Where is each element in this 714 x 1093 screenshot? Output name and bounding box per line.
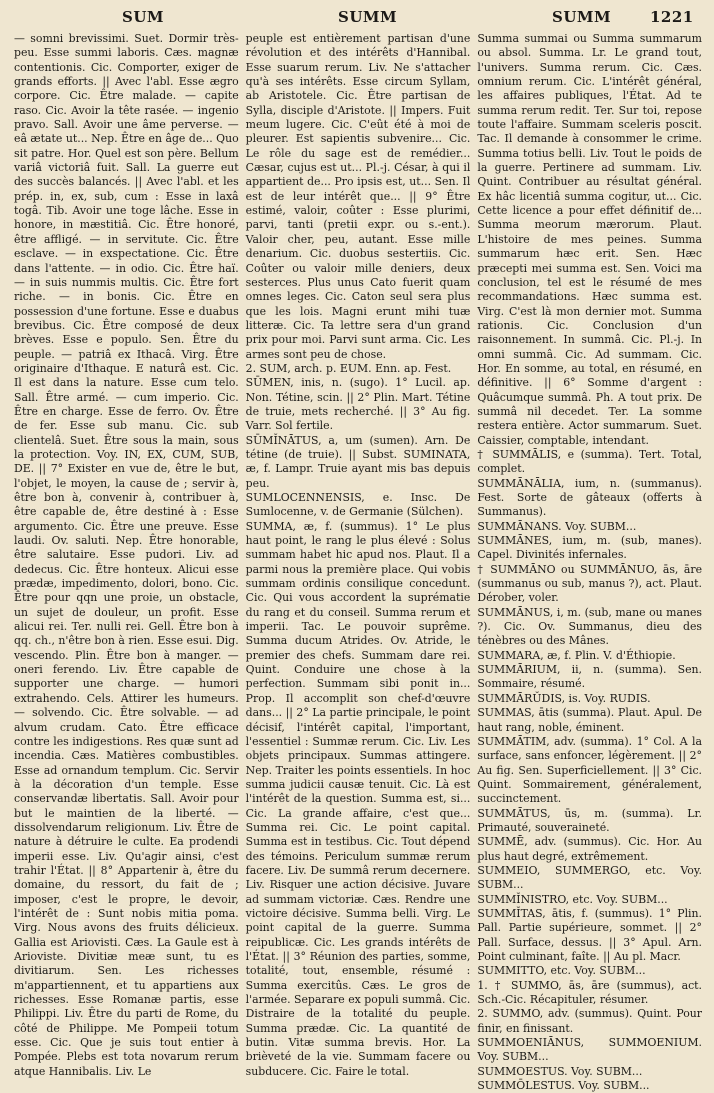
- dictionary-entry: SUMMĀNANS. Voy. SUBM...: [477, 519, 637, 533]
- dictionary-entry: SUMMOESTUS. Voy. SUBM...: [477, 1064, 643, 1078]
- dictionary-entry: SUMMARA, æ, f. Plin. V. d'Éthiopie.: [477, 648, 676, 662]
- running-header: [0, 8, 714, 32]
- dictionary-entry: SŪMEN, inis, n. (sugo). 1° Lucil. ap. Non. Tétine, scin. || 2° Plin. Mart. Tétine de truie, mets recherché. || 3° Au fig. Varr. Sol fertile.: [245, 376, 471, 433]
- dictionary-entry: SUMMĒ, adv. (summus). Cic. Hor. Au plus haut degré, extrêmement.: [477, 835, 703, 863]
- dictionary-entry: 2. SUM, arch. p. EUM. Enn. ap. Fest.: [245, 361, 452, 375]
- dictionary-entry: Summa summai ou Summa summarum ou absol. Summa. Lr. Le grand tout, l'univers. Summa rerum. Cic. Cæs. omnium rerum. Cic. L'intérêt général, les affaires publiques, l'État. Ad te summa rerum redit. Ter. Sur toi, repose toute l'affaire. Summam sceleris poscit. Tac. Il demande à consommer le crime. Summa totius belli. Liv. Tout le poids de la guerre. Pertinere ad summam. Liv. Quint. Contribuer au résultat général. Ex hâc licentiâ summa cogitur, ut... Cic. Cette licence a pour effet définitif de... Summa meorum mærorum. Plaut. L'histoire de mes peines. Summa summarum hæc erit. Sen. Hæc præcepti mei summa est. Sen. Voici ma conclusion, tel est le résumé de mes recommandations. Hæc summa est. Virg. C'est là mon dernier mot. Summa rationis. Cic. Conclusion d'un raisonnement. In summâ. Cic. Pl.-j. In omni summâ. Cic. Ad summam. Cic. Hor. En somme, au total, en résumé, en définitive. || 6° Somme d'argent : Quâcumque summâ. Ph. A tout prix. De summâ nil decedet. Ter. La somme restera entière. Actor summarum. Suet. Caissier, comptable, intendant.: [477, 32, 703, 447]
- dictionary-entry: SUMMOENIĀNUS, SUMMOENIUM. Voy. SUBM...: [477, 1036, 703, 1064]
- header-left-guideword: SUM: [122, 8, 165, 26]
- dictionary-entry: † SUMMĀNO ou SUMMĀNUO, ās, āre (summanus ou sub, manus ?), act. Plaut. Dérober, voler.: [477, 562, 703, 605]
- dictionary-entry: SUMMAS, ātis (summa). Plaut. Apul. De haut rang, noble, éminent.: [477, 706, 703, 734]
- dictionary-entry: † SUMMĀLIS, e (summa). Tert. Total, complet.: [477, 447, 703, 476]
- dictionary-entry: 2. SUMMO, adv. (summus). Quint. Pour finir, en finissant.: [477, 1007, 703, 1035]
- dictionary-entry: SŪMĬNĀTUS, a, um (sumen). Arn. De tétine (de truie). || Subst. SUMINATA, æ, f. Lampr. Truie ayant mis bas depuis peu.: [245, 433, 471, 490]
- column-right: [477, 32, 703, 1093]
- dictionary-entry: SUMMĀRŬDIS, is. Voy. RUDIS.: [477, 691, 651, 705]
- dictionary-entry: SUMMĀTIM, adv. (summa). 1° Col. A la surface, sans enfoncer, légèrement. || 2° Au fig. Sen. Superficiellement. || 3° Cic. Quint. Sommairement, généralement, succinctement.: [477, 734, 703, 806]
- dictionary-entry: SUMLOCENNENSIS, e. Insc. De Sumlocenne, v. de Germanie (Sülchen).: [245, 491, 471, 519]
- dictionary-entry: SUMMA, æ, f. (summus). 1° Le plus haut point, le rang le plus élevé : Solus summam habet hic apud nos. Plaut. Il a parmi nous la première place. Qui vobis summam ordinis consilique concedunt. Cic. Qui vous accordent la suprématie du rang et du conseil. Summa rerum et imperii. Tac. Le pouvoir suprême. Summa ducum Atrides. Ov. Atride, le premier des chefs. Summam dare rei. Quint. Conduire une chose à la perfection. Summam sibi ponit in... Prop. Il accomplit son chef-d'œuvre dans... || 2° La partie principale, le point décisif, l'intérêt capital, l'important, l'essentiel : Summæ rerum. Cic. Liv. Les objets principaux. Summas attingere. Nep. Traiter les points essentiels. In hoc summa judicii causæ tenuit. Cic. Là est l'intérêt de la question. Summa est, si... Cic. La grande affaire, c'est que... Summa rei. Cic. Le point capital. Summa est in testibus. Cic. Tout dépend des témoins. Periculum summæ rerum facere. Liv. De summâ rerum decernere. Liv. Risquer une action décisive. Juvare ad summam victoriæ. Cæs. Rendre une victoire décisive. Summa belli. Virg. Le point capital de la guerre. Summa reipublicæ. Cic. Les grands intérêts de l'État. || 3° Réunion des parties, somme, totalité, tout, ensemble, résumé : Summa exercitûs. Cæs. Le gros de l'armée. Separare ex populi summâ. Cic. Distraire de la totalité du peuple. Summa prædæ. Cic. La quantité de butin. Vitæ summa brevis. Hor. La brièveté de la vie. Summam facere ou subducere. Cic. Faire le total.: [245, 519, 471, 1078]
- dictionary-entry: SUMMĬTAS, ātis, f. (summus). 1° Plin. Pall. Partie supérieure, sommet. || 2° Pall. Surface, dessus. || 3° Apul. Arn. Point culminant, faîte. || Au pl. Macr.: [477, 906, 703, 963]
- header-right-guideword: SUMM: [552, 8, 612, 26]
- dictionary-entry: — somni brevissimi. Suet. Dormir très-peu. Esse summi laboris. Cæs. magnæ contentionis. Cic. Comporter, exiger de grands efforts. || Avec l'abl. Esse ægro corpore. Cic. Être malade. — capite raso. Cic. Avoir la tête rasée. — ingenio pravo. Sall. Avoir une âme perverse. — eâ ætate ut... Nep. Être en âge de... Quo sit patre. Hor. Quel est son père. Bellum variâ victoriâ fuit. Sall. La guerre eut des succès balancés. || Avec l'abl. et les prép. in, ex, sub, cum : Esse in laxâ togâ. Tib. Avoir une toge lâche. Esse in honore, in mæstitiâ. Cic. Être honoré, être affligé. — in servitute. Cic. Être esclave. — in exspectatione. Cic. Être dans l'attente. — in odio. Cic. Être haï. — in suis nummis multis. Cic. Être fort riche. — in bonis. Cic. Être en possession d'une fortune. Esse e duabus brevibus. Cic. Être composé de deux brèves. Esse e populo. Sen. Être du peuple. — patriâ ex Ithacâ. Virg. Être originaire d'Ithaque. E naturâ est. Cic. Il est dans la nature. Esse cum telo. Sall. Être armé. — cum imperio. Cic. Être en charge. Esse de ferro. Ov. Être de fer. Esse sub manu. Cic. sub clientelâ. Suet. Être sous la main, sous la protection. Voy. IN, EX, CUM, SUB, DE. || 7° Exister en vue de, être le but, l'objet, le moyen, la cause de ; servir à, être bon à, convenir à, contribuer à, être capable de, être destiné à : Esse argumento. Cic. Être une preuve. Esse laudi. Ov. saluti. Nep. Être honorable, être salutaire. Esse pudori. Liv. ad dedecus. Cic. Être honteux. Alicui esse prædæ, impedimento, dolori, bono. Cic. Être pour qqn une proie, un obstacle, un sujet de douleur, un profit. Esse alicui rei. Ter. nulli rei. Gell. Être bon à qq. ch., n'être bon à rien. Esse esui. Dig. vescendo. Plin. Être bon à manger. — oneri ferendo. Liv. Être capable de supporter une charge. — humori extrahendo. Cels. Attirer les humeurs. — solvendo. Cic. Être solvable. — ad alvum crudam. Cato. Être efficace contre les indigestions. Res quæ sunt ad incendia. Cæs. Matières combustibles. Esse ad ornandum templum. Cic. Servir à la décoration d'un temple. Esse conservandæ libertatis. Sall. Avoir pour but le maintien de la liberté. — dissolvendarum religionum. Liv. Être de nature à détruire le culte. Ea prodendi imperii esse. Liv. Qu'agir ainsi, c'est trahir l'État. || 8° Appartenir à, être du domaine, du ressort, du fait de ; imposer, c'est le propre, le devoir, l'intérêt de : Sunt nobis mitia poma. Virg. Nous avons des fruits délicieux. Gallia est Ariovisti. Cæs. La Gaule est à Arioviste. Divitiæ meæ sunt, tu es divitiarum. Sen. Les richesses m'appartiennent, et tu appartiens aux richesses. Esse Romanæ partis, esse Philippi. Liv. Être du parti de Rome, du côté de Philippe. Me Pompeii totum esse. Cic. Que je suis tout entier à Pompée. Plebs est tota novarum rerum atque Hannibalis. Liv. Le: [14, 32, 239, 1078]
- dictionary-entry: SUMMITTO, etc. Voy. SUBM...: [477, 964, 646, 978]
- dictionary-entry: SUMMĀNES, ium, m. (sub, manes). Capel. Divinités infernales.: [477, 534, 703, 562]
- page-number: 1221: [650, 8, 694, 26]
- dictionary-entry: SUMMEIO, SUMMERGO, etc. Voy. SUBM...: [477, 863, 703, 892]
- dictionary-entry: SUMMĬNISTRO, etc. Voy. SUBM...: [477, 892, 668, 906]
- text-columns: [14, 32, 703, 1093]
- dictionary-entry: SUMMĀNUS, i, m. (sub, mane ou manes ?). Cic. Ov. Summanus, dieu des ténèbres ou des Mânes.: [477, 605, 703, 648]
- column-middle: [245, 32, 471, 1078]
- dictionary-entry: SUMMĀNĀLIA, ium, n. (summanus). Fest. Sorte de gâteaux (offerts à Summanus).: [477, 476, 703, 519]
- dictionary-entry: 1. † SUMMO, ās, āre (summus), act. Sch.-Cic. Récapituler, résumer.: [477, 978, 703, 1007]
- column-left: [14, 32, 239, 1078]
- dictionary-entry: SUMMĀTUS, ūs, m. (summa). Lr. Primauté, souveraineté.: [477, 806, 703, 834]
- dictionary-entry: SUMMŌLESTUS. Voy. SUBM...: [477, 1079, 650, 1093]
- header-center-guideword: SUMM: [338, 8, 398, 26]
- dictionary-entry: SUMMĀRIUM, ii, n. (summa). Sen. Sommaire, résumé.: [477, 663, 703, 691]
- dictionary-entry: peuple est entièrement partisan d'une révolution et des intérêts d'Hannibal. Esse suarum rerum. Liv. Ne s'attacher qu'à ses intérêts. Esse circum Syllam, ab Aristotele. Cic. Être partisan de Sylla, disciple d'Aristote. || Impers. Fuit meum lugere. Cic. C'eût été à moi de pleurer. Est sapientis subvenire... Cic. Le rôle du sage est de remédier... Cæsar, cujus est ut... Pl.-j. César, à qui il appartient de... Pro ipsis est, ut... Sen. Il est de leur intérêt que... || 9° Être estimé, valoir, coûter : Esse plurimi, parvi, tanti (pretii expr. ou s.-ent.). Valoir cher, peu, autant. Esse mille denarium. Cic. duobus sestertiis. Cic. Coûter ou valoir mille deniers, deux sesterces. Plus unus Cato fuerit quam omnes leges. Cic. Caton seul sera plus que les lois. Magni erunt mihi tuæ litteræ. Cic. Ta lettre sera d'un grand prix pour moi. Parvi sunt arma. Cic. Les armes sont peu de chose.: [245, 32, 471, 361]
